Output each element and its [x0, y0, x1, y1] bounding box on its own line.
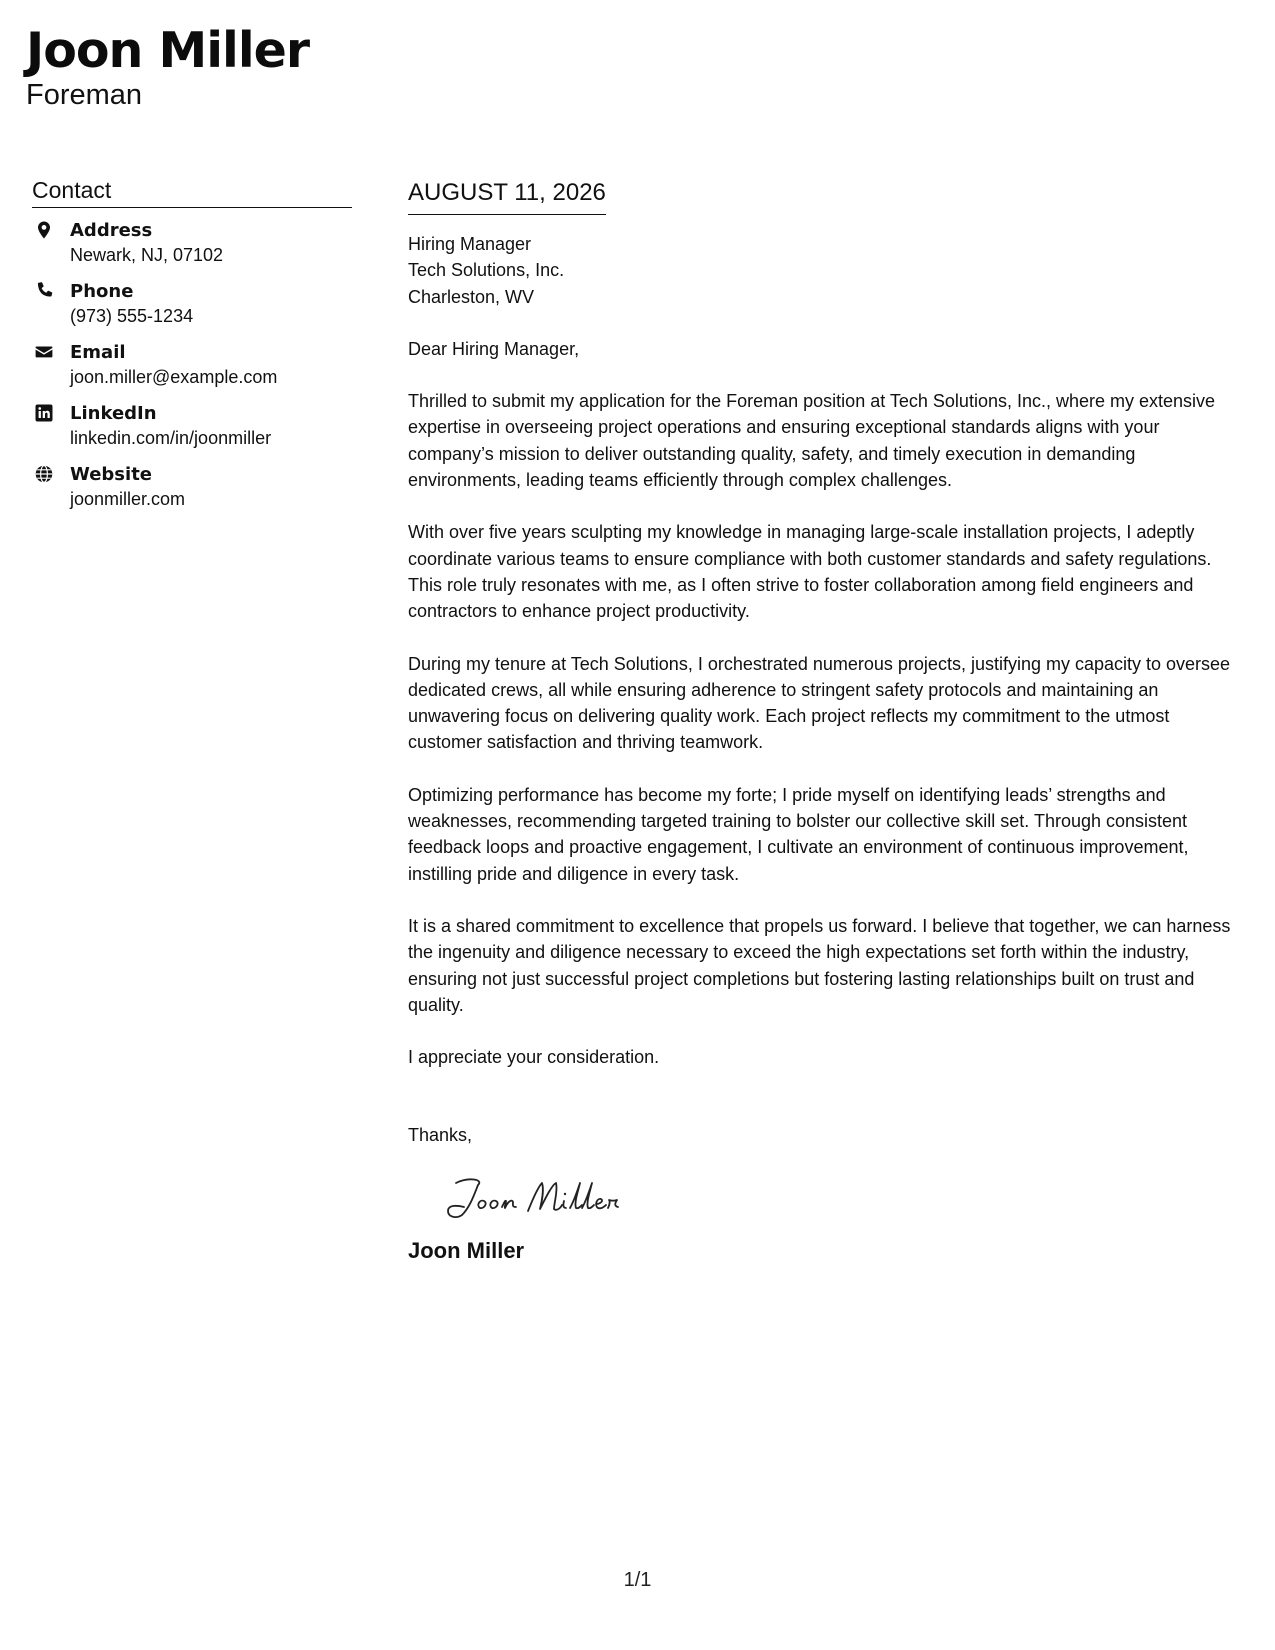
recipient-line: Tech Solutions, Inc. [408, 260, 565, 281]
contact-heading: Contact [32, 176, 352, 208]
contact-value: linkedin.com/in/joonmiller [70, 428, 272, 448]
resume-header [26, 22, 309, 112]
salutation: Dear Hiring Manager, [408, 338, 580, 359]
envelope-icon [34, 342, 54, 362]
closing: Thanks, [408, 1125, 473, 1146]
contact-label: Email [70, 342, 126, 363]
contact-label: Website [70, 464, 153, 485]
contact-label: Phone [70, 281, 134, 302]
contact-label: LinkedIn [70, 403, 157, 424]
contact-value: joon.miller@example.com [70, 367, 278, 387]
applicant-name: Joon Miller [26, 22, 310, 79]
map-pin-icon [34, 220, 54, 240]
contact-linkedin [32, 401, 352, 451]
letter-paragraph: Thrilled to submit my application for the Foreman position at Tech Solutions, Inc., where my extensive expertise in overseeing project operations and ensuring exceptional standards aligns with your company’s mission to deliver outstanding quality, safety, and timely execution in demanding environments, leading teams efficiently through complex challenges. [408, 391, 1216, 491]
phone-icon [34, 281, 54, 301]
contact-value: Newark, NJ, 07102 [70, 245, 224, 265]
cover-letter [408, 178, 1248, 1265]
contact-email [32, 340, 352, 390]
linkedin-icon [34, 403, 54, 423]
contact-phone [32, 279, 352, 329]
applicant-title: Foreman [26, 79, 143, 111]
letter-paragraph: It is a shared commitment to excellence that propels us forward. I believe that together, we can harness the ingenuity and diligence necessary to exceed the high expectations set forth within the industry, ensuring not just successful project completions but fostering lasting relationships built on trust and quality. [408, 915, 1231, 1015]
signed-name: Joon Miller [408, 1237, 525, 1263]
contact-value: (973) 555-1234 [70, 306, 194, 326]
recipient-block [408, 231, 1248, 310]
contact-value: joonmiller.com [70, 489, 186, 509]
page-number: 1/1 [623, 1569, 652, 1591]
contact-sidebar [32, 176, 352, 523]
handwritten-signature [442, 1173, 642, 1221]
recipient-line: Charleston, WV [408, 286, 535, 307]
globe-icon [34, 464, 54, 484]
letter-paragraph: During my tenure at Tech Solutions, I orchestrated numerous projects, justifying my capacity to oversee dedicated crews, all while ensuring adherence to stringent safety protocols and maintaining an unwavering focus on delivering quality work. Each project reflects my commitment to the utmost customer satisfaction and thriving teamwork. [408, 653, 1231, 753]
contact-website [32, 462, 352, 512]
contact-label: Address [70, 220, 153, 241]
letter-paragraph: With over five years sculpting my knowledge in managing large-scale installation projects, I adeptly coordinate various teams to ensure compliance with both customer standards and safety regulations. This role truly resonates with me, as I often strive to foster collaboration among field engineers and contractors to enhance project productivity. [408, 522, 1212, 622]
letter-paragraph: Optimizing performance has become my forte; I pride myself on identifying leads’ strengths and weaknesses, recommending targeted training to bolster our collective skill set. Through consistent feedback loops and proactive engagement, I cultivate an environment of continuous improvement, instilling pride and diligence in every task. [408, 784, 1189, 884]
letter-date: AUGUST 11, 2026 [408, 178, 606, 215]
recipient-line: Hiring Manager [408, 234, 532, 254]
contact-address [32, 218, 352, 268]
letter-paragraph: I appreciate your consideration. [408, 1047, 660, 1068]
